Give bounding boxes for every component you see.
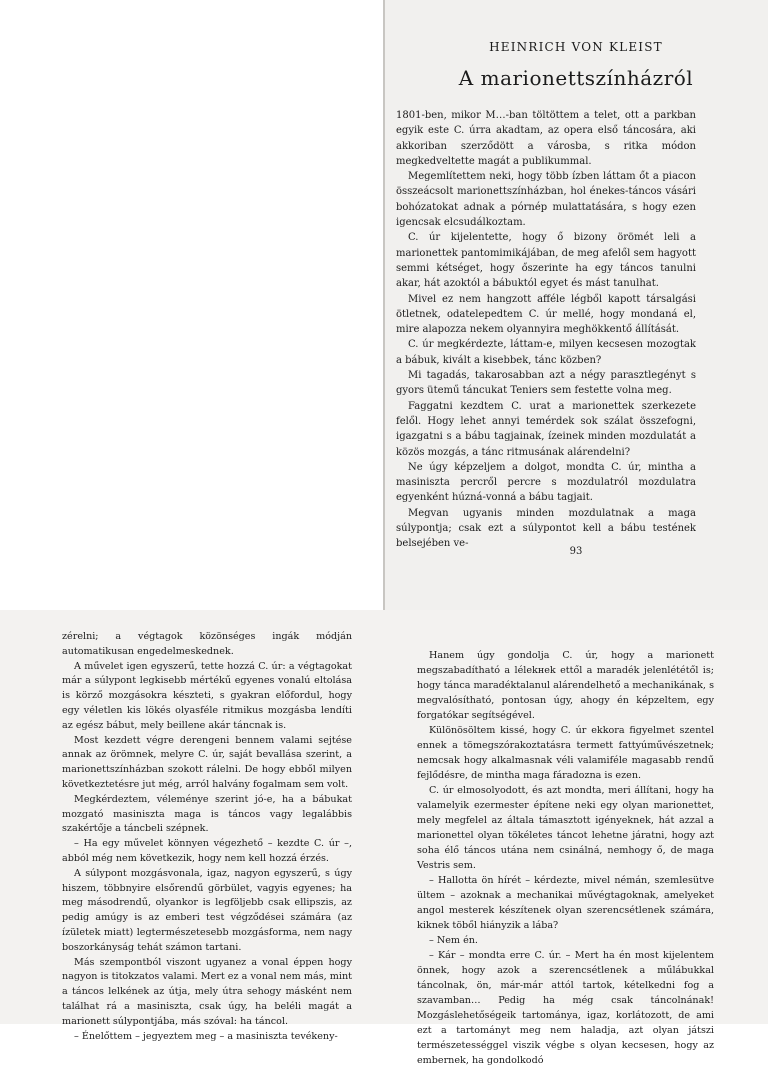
paragraph: Megemlítettem neki, hogy több ízben láttam őt a piacon összeácsolt marionettszínházban, hol énekes-táncos vásári bohózatokat adnak a pórnép mulattatására, s hogy ezen igencsak elcsudálkoztam. [396, 171, 696, 229]
paragraph: Most kezdett végre derengeni bennem valami sejtése annak az örömnek, melyre C. úr, saját bevallása szerint, a marionettszínházban szokott rálelni. De hogy ebből milyen következtetésre jut még, arról halvány fogalmam sem volt. [62, 734, 352, 790]
bottom-right-page-text [417, 648, 714, 1068]
blank-left-page [0, 0, 384, 610]
paragraph: Faggatni kezdtem C. urat a marionettek szerkezete felől. Hogy lehet annyi temérdek sok szálat összefogni, igazgatni s a bábu tagjainak, ízeinek minden mozdulatát a közös mozgás, a tánc ritmusának alárendelni? [396, 400, 696, 458]
paragraph: A művelet igen egyszerű, tette hozzá C. úr: a végtagokat már a súlypont legkisebb mértékű egyenes vonalú eltolása is körző mozgásokra készteti, s gyakran előfordul, hogy egy véletlen kis lökés olyasféle ritmikus mozgásba lendíti az egész bábut, mely beillene akár táncnak is. [62, 660, 352, 731]
paragraph: A súlypont mozgásvonala, igaz, nagyon egyszerű, s úgy hiszem, többnyire elsőrendű görbület, vagyis egyenes; ha meg másodrendű, olyankor is legföljebb csak ellipszis, az pedig amúgy is az emberi test végződései számára (az ízületek miatt) legtermészetesebb mozgásforma, nem nagy boszorkányság tehát számon tartani. [62, 867, 352, 953]
paragraph: – Ha egy művelet könnyen végezhető – kezdte C. úr –, abból még nem következik, hogy nem kell hozzá érzés. [62, 838, 352, 864]
paragraph: Hanem úgy gondolja C. úr, hogy a marionett megszabadítható a lélekнek ettől a maradék jelenlététől is; hogy tánca maradéktalanul alárendelhető a mechanikának, s megvalósítható, pontosan úgy, ahogy én képzeltem, egy forgatókar segítségével. [417, 650, 714, 721]
paragraph: Más szempontból viszont ugyanez a vonal éppen hogy nagyon is titokzatos valami. Mert ez a vonal nem más, mint a táncos lelkének az útja, mely útra sehogy másként nem találhat rá a masinisztа, csak úgy, ha beléli magát a marionett súlypontjába, más szóval: ha táncol. [62, 956, 352, 1027]
page-number: 93 [569, 546, 583, 557]
paragraph: – Énelőttem – jegyeztem meg – a masinisztа tevékeny- [74, 1030, 338, 1042]
book-spine [383, 0, 385, 610]
paragraph: 1801-ben, mikor M…-ban töltöttem a telet, ott a parkban egyik este C. úrra akadtam, az opera első táncosára, aki akkoriban szerződött a városba, s ritka módon megkedveltette magát a publikummal. [396, 110, 696, 167]
paragraph: Megkérdeztem, véleménye szerint jó-e, ha a bábukat mozgató masinisztа maga is táncos vagy legalábbis szakértője a táncbeli szépnek. [62, 793, 352, 835]
paragraph: C. úr elmosolyodott, és azt mondta, meri állítani, hogy ha valamelyik ezermester építene neki egy olyan marionettet, mely megfelel az általa támasztott igényeknek, hát azzal a marionettel olyan tökéletes táncot lehetne járatni, hogy azt soha élő táncos utána nem csinálná, nemhogy ő, de maga Vestris sem. [417, 785, 714, 871]
top-page-text [396, 108, 696, 552]
paragraph: C. úr kijelentette, hogy ő bizony örömét leli a marionettek pantomimikájában, de meg afelől sem hagyott semmi kétséget, hogy őszerinte ha egy táncos tanulni akar, hát azoktól a bábuktól egyet és mást tanulhat. [396, 232, 696, 290]
paragraph: – Hallotta ön hírét – kérdezte, mivel némán, szemlesütve ültem – azoknak a mechanikai művégtagoknak, amelyeket angol mesterek készítenek olyan szerencsétlenek számára, kiknek töből hiányzik a lába? [417, 875, 714, 931]
paragraph: Megvan ugyanis minden mozdulatnak a maga súlypontja; csak ezt a súlypontot kell a bábu testének belsejében ve- [396, 507, 696, 550]
paragraph: Mivel ez nem hangzott afféle légből kapott társalgási ötletnek, odatelepedtem C. úr mellé, hogy mondaná el, mire alapozza nekem olyannyira meghökkentő állítását. [396, 293, 696, 336]
paragraph: zérelni; a végtagok közönséges ingák módján automatikusan engedelmeskednek. [62, 631, 352, 657]
paragraph: – Kár – mondta erre C. úr. – Mert ha én most kijelentem önnek, hogy azok a szerencsétlenek a műlábukkal táncolnak, ön, már-már attól tartok, kételkedni fog a szavamban… Pedig ha még csak táncolnának! Mozgáslehetőségeik tartománya, igaz, korlátozott, de ami ezt a tartományt meg nem haladja, azt olyan játszi természetességgel viszik végbe s olyan kecsesen, hogy az embernek, ha gondolkodó [417, 950, 714, 1066]
author-name: HEINRICH VON KLEIST [489, 40, 663, 54]
paragraph: Mi tagadás, takarosabban azt a négy parasztlegényt s gyors ütemű táncukat Teniers sem festette volna meg. [396, 370, 696, 397]
essay-title: A marionettszínházról [458, 66, 694, 90]
bottom-left-page-text [62, 630, 352, 1044]
paragraph: C. úr megkérdezte, láttam-e, milyen kecsesen mozogtak a bábuk, kivált a kisebbek, tánc közben? [396, 339, 696, 366]
paragraph: Különösöltem kissé, hogy C. úr ekkora figyelmet szentel ennek a tömegszórakoztatásra termett fattyúművészetnek; nemcsak hogy alkalmasnak véli valamiféle magasabb rendű fejlődésre, de mintha maga fáradozna is ezen. [417, 725, 714, 781]
paragraph: Ne úgy képzeljem a dolgot, mondta C. úr, mintha a masinisztа percről percre s mozdulatról mozdulatra egyenként húzná-vonná a bábu tagjait. [396, 461, 696, 504]
paragraph: – Nem én. [429, 935, 478, 946]
